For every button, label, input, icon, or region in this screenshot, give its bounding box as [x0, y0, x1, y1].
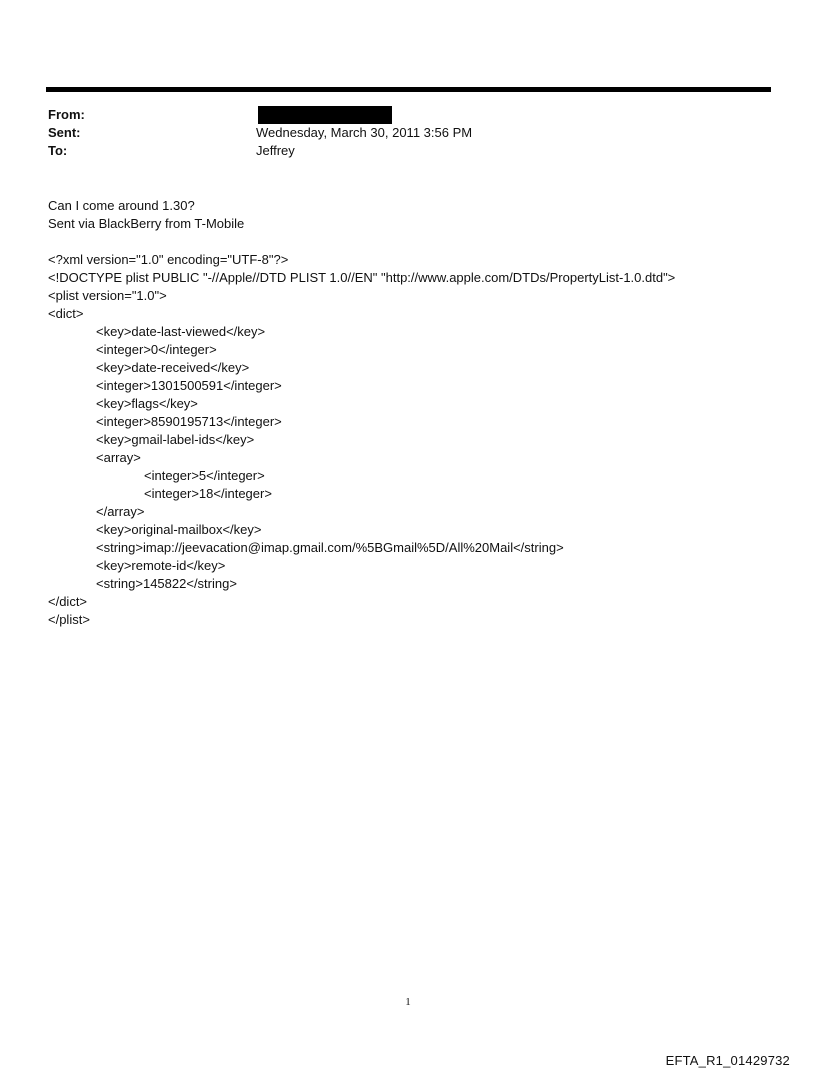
message-signature: Sent via BlackBerry from T-Mobile [48, 216, 245, 231]
sent-row [48, 124, 748, 142]
redaction-box [258, 106, 392, 124]
sent-value: Wednesday, March 30, 2011 3:56 PM [256, 125, 473, 140]
header-divider [46, 87, 771, 92]
to-row [48, 142, 748, 160]
plist-line: <?xml version="1.0" encoding="UTF-8"?> [48, 252, 289, 267]
message-line: Can I come around 1.30? [48, 198, 195, 213]
plist-line: </dict> [48, 594, 88, 609]
page-number: 1 [405, 996, 411, 1008]
plist-line: <key>gmail-label-ids</key> [96, 432, 255, 447]
plist-line: </array> [96, 504, 145, 519]
plist-line: <key>date-last-viewed</key> [96, 324, 266, 339]
sent-label: Sent: [48, 125, 81, 140]
plist-line: <key>remote-id</key> [96, 558, 226, 573]
plist-line: <array> [96, 450, 141, 465]
to-value: Jeffrey [256, 143, 295, 158]
plist-line: <integer>8590195713</integer> [96, 414, 282, 429]
email-header [48, 106, 748, 160]
plist-line: <string>imap://jeevacation@imap.gmail.com/%5BGmail%5D/All%20Mail</string> [96, 540, 564, 555]
from-row [48, 106, 748, 124]
plist-line: <integer>0</integer> [96, 342, 217, 357]
plist-line: <key>date-received</key> [96, 360, 250, 375]
plist-line: <string>145822</string> [96, 576, 237, 591]
plist-line: <plist version="1.0"> [48, 288, 167, 303]
plist-line: <integer>18</integer> [144, 486, 272, 501]
plist-line: </plist> [48, 612, 90, 627]
plist-line: <integer>5</integer> [144, 468, 265, 483]
plist-line: <integer>1301500591</integer> [96, 378, 282, 393]
plist-line: <!DOCTYPE plist PUBLIC "-//Apple//DTD PLIST 1.0//EN" "http://www.apple.com/DTDs/PropertyList-1.0.dtd"> [48, 270, 676, 285]
from-value [256, 106, 748, 124]
from-label: From: [48, 107, 85, 122]
plist-line: <key>flags</key> [96, 396, 198, 411]
to-label: To: [48, 143, 68, 158]
spacer [48, 233, 768, 251]
plist-line: <key>original-mailbox</key> [96, 522, 262, 537]
email-body [48, 197, 768, 629]
bates-number: EFTA_R1_01429732 [665, 1053, 790, 1068]
plist-line: <dict> [48, 306, 84, 321]
